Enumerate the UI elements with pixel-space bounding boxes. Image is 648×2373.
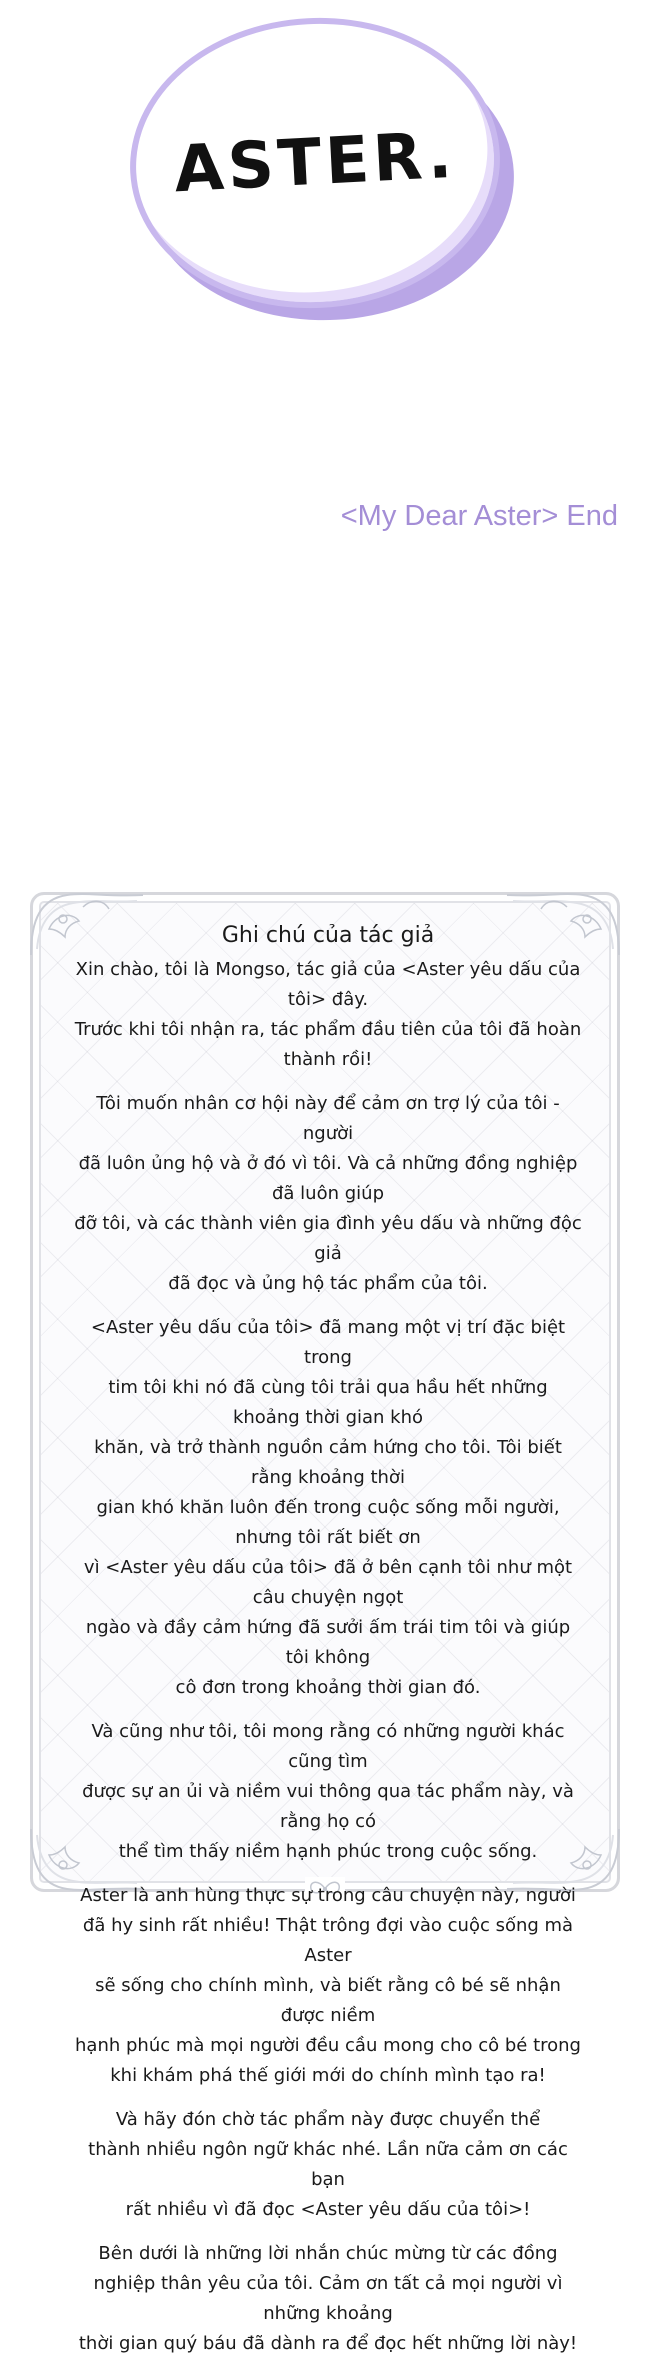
note-paragraph [73, 2105, 583, 2225]
note-line: sẽ sống cho chính mình, và biết rằng cô bé sẽ nhận được niềm [95, 1975, 561, 2026]
note-line: tôi> đây. [287, 989, 369, 1010]
note-line: Aster là anh hùng thực sự trong câu chuyện này, người [80, 1885, 576, 1906]
note-line: thành nhiều ngôn ngữ khác nhé. Lần nữa cảm ơn các bạn [88, 2139, 568, 2190]
note-line: hạnh phúc mà mọi người đều cầu mong cho cô bé trong [75, 2035, 581, 2056]
note-line: thể tìm thấy niềm hạnh phúc trong cuộc sống. [118, 1841, 538, 1862]
note-line: khăn, và trở thành nguồn cảm hứng cho tôi. Tôi biết rằng khoảng thời [94, 1437, 562, 1488]
note-line: Bên dưới là những lời nhắn chúc mừng từ các đồng [98, 2243, 558, 2264]
note-line: Và cũng như tôi, tôi mong rằng có những người khác cũng tìm [91, 1721, 565, 1772]
bubble-title-text: ASTER. [172, 118, 458, 208]
author-note-panel [30, 892, 620, 2354]
note-line: cô đơn trong khoảng thời gian đó. [175, 1677, 481, 1698]
note-line: vì <Aster yêu dấu của tôi> đã ở bên cạnh tôi như một câu chuyện ngọt [83, 1557, 573, 1608]
author-note-title: Ghi chú của tác giả [221, 923, 435, 948]
end-banner-text: <My Dear Aster> End [340, 500, 618, 532]
note-line: đã luôn ủng hộ và ở đó vì tôi. Và cả những đồng nghiệp đã luôn giúp [78, 1153, 578, 1204]
note-paragraph [73, 1313, 583, 1703]
note-paragraph [73, 1881, 583, 2091]
note-line: khi khám phá thế giới mới do chính mình tạo ra! [110, 2065, 546, 2086]
note-line: ngào và đầy cảm hứng đã sưởi ấm trái tim tôi và giúp tôi không [85, 1617, 571, 1668]
author-note-content [73, 919, 583, 2373]
note-paragraph [73, 1089, 583, 1299]
note-line: <Aster yêu dấu của tôi> đã mang một vị trí đặc biệt trong [90, 1317, 566, 1368]
note-paragraph [73, 955, 583, 1075]
note-line: đã đọc và ủng hộ tác phẩm của tôi. [168, 1273, 488, 1294]
note-line: đỡ tôi, và các thành viên gia đình yêu dấu và những độc giả [74, 1213, 582, 1264]
note-paragraph [73, 2239, 583, 2359]
note-line: đã hy sinh rất nhiều! Thật trông đợi vào cuộc sống mà Aster [82, 1915, 574, 1966]
note-line: Trước khi tôi nhận ra, tác phẩm đầu tiên của tôi đã hoàn thành rồi! [74, 1019, 582, 1070]
note-line: được sự an ủi và niềm vui thông qua tác phẩm này, và rằng họ có [82, 1781, 574, 1832]
note-line: Xin chào, tôi là Mongso, tác giả của <Aster yêu dấu của [75, 959, 581, 980]
note-line: Tôi muốn nhân cơ hội này để cảm ơn trợ lý của tôi - người [96, 1093, 560, 1144]
note-line: nghiệp thân yêu của tôi. Cảm ơn tất cả mọi người vì những khoảng [93, 2273, 563, 2324]
note-line: tim tôi khi nó đã cùng tôi trải qua hầu hết những khoảng thời gian khó [108, 1377, 548, 1428]
note-line: rất nhiều vì đã đọc <Aster yêu dấu của tôi>! [125, 2199, 531, 2220]
note-line: thời gian quý báu đã dành ra để đọc hết những lời này! [78, 2333, 578, 2354]
note-line: gian khó khăn luôn đến trong cuộc sống mỗi người, nhưng tôi rất biết ơn [96, 1497, 560, 1548]
title-bubble [130, 18, 520, 328]
note-line: Và hãy đón chờ tác phẩm này được chuyển thể [115, 2109, 541, 2130]
note-paragraph [73, 1717, 583, 1867]
